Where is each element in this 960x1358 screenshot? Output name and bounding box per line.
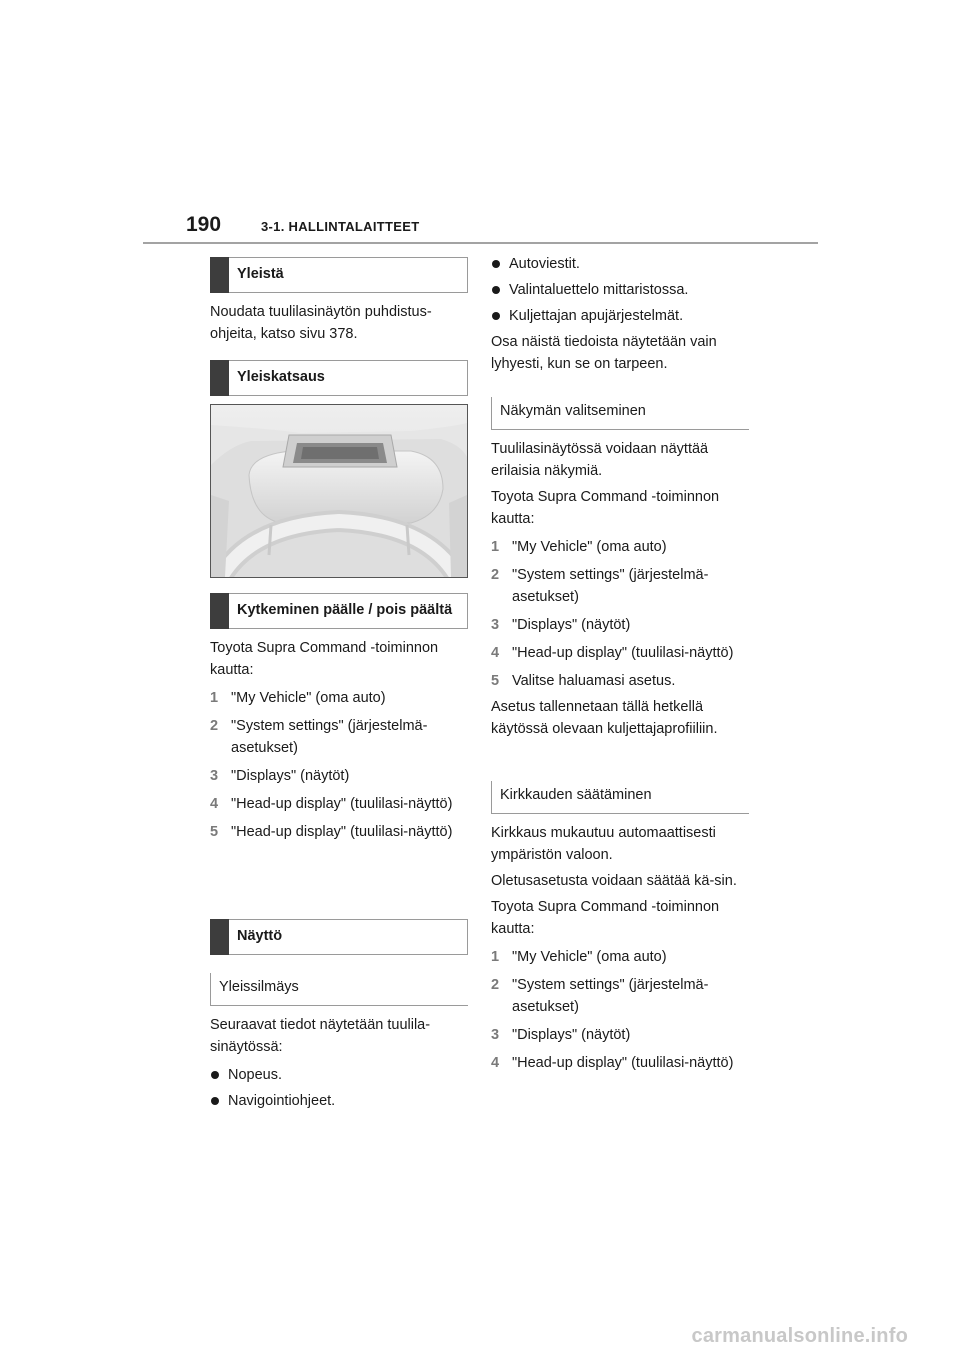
brightness-auto: Kirkkaus mukautuu automaattisesti ympäristön valoon. — [491, 825, 716, 863]
list-item — [210, 793, 468, 815]
bullet-icon — [211, 1071, 219, 1079]
subsection-heading: Kirkkauden säätäminen — [491, 781, 749, 814]
step-text: "Displays" (näytöt) — [231, 768, 350, 784]
brief-note: Osa näistä tiedoista näytetään vain lyhyesti, kun se on tarpeen. — [491, 334, 717, 372]
step-text: "Displays" (näytöt) — [512, 1027, 631, 1043]
watermark: carmanualsonline.info — [691, 1325, 908, 1347]
step-number: 1 — [491, 539, 500, 555]
step-text: "Head-up display" (tuulilasi-näyttö) — [231, 824, 453, 840]
command-intro: Toyota Supra Command -toiminnon kautta: — [491, 489, 720, 527]
step-text: "System settings" (järjestelmä-asetukset) — [231, 718, 428, 756]
list-item — [210, 765, 468, 787]
page-number: 190 — [186, 213, 222, 236]
section-yleiskatsaus — [210, 360, 468, 396]
display-intro: Seuraavat tiedot näytetään tuulila-sinäytössä: — [210, 1017, 431, 1055]
bullet-icon — [211, 1097, 219, 1105]
step-number: 4 — [491, 645, 500, 661]
step-number: 1 — [210, 690, 219, 706]
section-kirkkauden — [491, 781, 749, 1080]
list-item — [210, 1064, 468, 1086]
bullet-text: Valintaluettelo mittaristossa. — [509, 282, 689, 298]
step-text: "Head-up display" (tuulilasi-näyttö) — [231, 796, 453, 812]
brightness-manual: Oletusasetusta voidaan säätää kä-sin. — [491, 873, 737, 889]
step-number: 2 — [491, 977, 500, 993]
bullet-text: Kuljettajan apujärjestelmät. — [509, 308, 684, 324]
list-item — [491, 946, 749, 968]
subsection-heading: Näkymän valitseminen — [491, 397, 749, 430]
toggle-steps — [210, 687, 468, 843]
step-number: 3 — [210, 768, 219, 784]
step-number: 5 — [210, 824, 219, 840]
list-item — [491, 279, 749, 301]
step-text: "Displays" (näytöt) — [512, 617, 631, 633]
section-heading: Yleistä — [210, 257, 468, 293]
profile-note: Asetus tallennetaan tällä hetkellä käytössä olevaan kuljettajaprofiiliin. — [491, 699, 718, 737]
list-item — [210, 687, 468, 709]
list-item — [491, 1052, 749, 1074]
bullet-icon — [492, 286, 500, 294]
list-item — [491, 536, 749, 558]
head-up-display-image — [211, 405, 467, 577]
page-header — [0, 0, 960, 250]
bullet-text: Nopeus. — [228, 1067, 283, 1083]
section-heading: Kytkeminen päälle / pois päältä — [210, 593, 468, 629]
step-number: 4 — [210, 796, 219, 812]
list-item — [210, 1090, 468, 1112]
section-nakyman — [491, 397, 749, 740]
step-text: "My Vehicle" (oma auto) — [512, 539, 667, 555]
dashboard-illustration — [210, 404, 468, 578]
step-number: 5 — [491, 673, 500, 689]
bullet-icon — [492, 312, 500, 320]
step-text: Valitse haluamasi asetus. — [512, 673, 676, 689]
step-text: "My Vehicle" (oma auto) — [512, 949, 667, 965]
bullet-text: Autoviestit. — [509, 256, 580, 272]
display-items — [210, 1064, 468, 1112]
step-text: "Head-up display" (tuulilasi-näyttö) — [512, 645, 734, 661]
step-text: "My Vehicle" (oma auto) — [231, 690, 386, 706]
chapter-title: 3-1. HALLINTALAITTEET — [261, 219, 420, 234]
list-item — [210, 821, 468, 843]
list-item — [491, 642, 749, 664]
step-number: 1 — [491, 949, 500, 965]
header-rule — [143, 242, 818, 244]
step-number: 2 — [210, 718, 219, 734]
list-item — [491, 1024, 749, 1046]
subsection-heading: Yleissilmäys — [210, 973, 468, 1006]
step-number: 3 — [491, 617, 500, 633]
list-item — [491, 305, 749, 327]
view-steps — [491, 536, 749, 692]
bullet-text: Navigointiohjeet. — [228, 1093, 336, 1109]
display-items-cont — [491, 253, 749, 375]
step-number: 3 — [491, 1027, 500, 1043]
list-item — [491, 253, 749, 275]
section-heading: Yleiskatsaus — [210, 360, 468, 396]
list-item — [491, 564, 749, 608]
step-text: "Head-up display" (tuulilasi-näyttö) — [512, 1055, 734, 1071]
list-item — [491, 670, 749, 692]
section-naytto — [210, 919, 468, 1116]
step-number: 2 — [491, 567, 500, 583]
display-items-continued — [491, 253, 749, 327]
bullet-icon — [492, 260, 500, 268]
list-item — [491, 974, 749, 1018]
list-item — [210, 715, 468, 759]
cleaning-note: Noudata tuulilasinäytön puhdistus-ohjeita, katso sivu 378. — [210, 304, 432, 342]
section-yleista — [210, 257, 468, 345]
hud-figure — [210, 404, 468, 578]
step-number: 4 — [491, 1055, 500, 1071]
section-heading: Näyttö — [210, 919, 468, 955]
list-item — [491, 614, 749, 636]
view-intro: Tuulilasinäytössä voidaan näyttää erilaisia näkymiä. — [491, 441, 709, 479]
command-intro: Toyota Supra Command -toiminnon kautta: — [491, 899, 720, 937]
step-text: "System settings" (järjestelmä-asetukset) — [512, 977, 709, 1015]
brightness-steps — [491, 946, 749, 1074]
step-text: "System settings" (järjestelmä-asetukset) — [512, 567, 709, 605]
section-kytkeminen — [210, 593, 468, 849]
command-intro: Toyota Supra Command -toiminnon kautta: — [210, 640, 439, 678]
